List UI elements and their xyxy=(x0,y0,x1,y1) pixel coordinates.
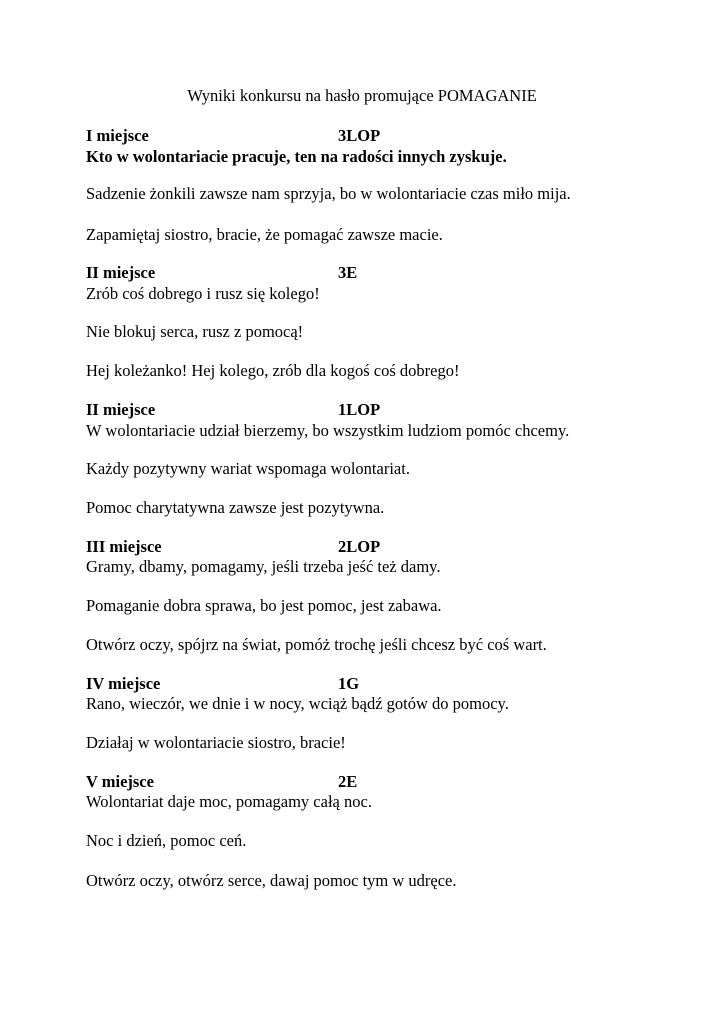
slogan: Otwórz oczy, spójrz na świat, pomóż trochę jeśli chcesz być coś wart. xyxy=(86,635,547,654)
page-title: Wyniki konkursu na hasło promujące POMAGANIE xyxy=(187,86,537,105)
slogan: W wolontariacie udział bierzemy, bo wszystkim ludziom pomóc chcemy. xyxy=(86,421,570,440)
slogan: Noc i dzień, pomoc ceń. xyxy=(86,831,247,850)
class-label: 3E xyxy=(338,263,358,282)
slogan: Zrób coś dobrego i rusz się kolego! xyxy=(86,284,320,303)
slogan: Otwórz oczy, otwórz serce, dawaj pomoc tym w udręce. xyxy=(86,871,457,890)
place-label: II miejsce xyxy=(86,263,156,282)
slogan: Zapamiętaj siostro, bracie, że pomagać zawsze macie. xyxy=(86,225,443,244)
slogan: Nie blokuj serca, rusz z pomocą! xyxy=(86,322,304,341)
place-label: I miejsce xyxy=(86,126,149,145)
class-label: 1LOP xyxy=(338,400,381,419)
slogan: Pomaganie dobra sprawa, bo jest pomoc, jest zabawa. xyxy=(86,596,442,615)
slogan: Działaj w wolontariacie siostro, bracie! xyxy=(86,733,346,752)
slogan: Sadzenie żonkili zawsze nam sprzyja, bo w wolontariacie czas miło mija. xyxy=(86,184,571,203)
place-label: IV miejsce xyxy=(86,674,161,693)
slogan: Wolontariat daje moc, pomagamy całą noc. xyxy=(86,792,372,811)
place-label: II miejsce xyxy=(86,400,156,419)
class-label: 2LOP xyxy=(338,537,381,556)
slogan: Rano, wieczór, we dnie i w nocy, wciąż bądź gotów do pomocy. xyxy=(86,694,509,713)
place-label: III miejsce xyxy=(86,537,162,556)
place-label: V miejsce xyxy=(86,772,154,791)
slogan: Hej koleżanko! Hej kolego, zrób dla kogoś coś dobrego! xyxy=(86,361,460,380)
slogan: Gramy, dbamy, pomagamy, jeśli trzeba jeść też damy. xyxy=(86,557,441,576)
slogan: Pomoc charytatywna zawsze jest pozytywna. xyxy=(86,498,385,517)
slogan-winner: Kto w wolontariacie pracuje, ten na radości innych zyskuje. xyxy=(86,147,507,166)
slogan: Każdy pozytywny wariat wspomaga wolontariat. xyxy=(86,459,410,478)
class-label: 2E xyxy=(338,772,358,791)
class-label: 3LOP xyxy=(338,126,381,145)
class-label: 1G xyxy=(338,674,360,693)
